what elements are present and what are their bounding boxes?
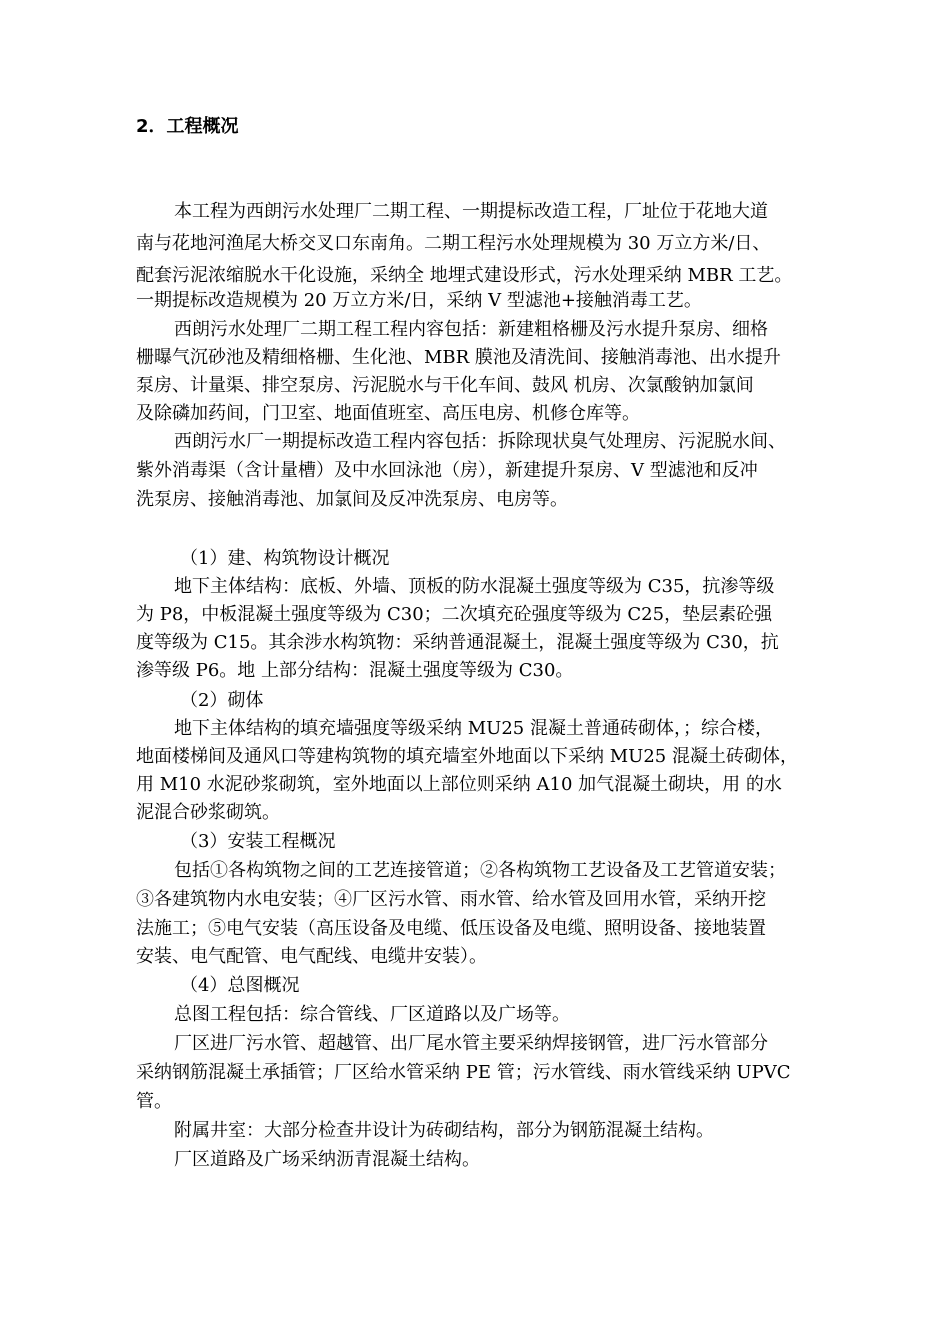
sub3-line: 包括①各构筑物之间的工艺连接管道；②各构筑物工艺设备及工艺管道安装；: [174, 860, 786, 881]
subsection-heading: （3）安装工程概况: [180, 831, 336, 852]
phase1-line: 洗泵房、接触消毒池、加氯间及反冲洗泵房、电房等。: [136, 489, 568, 510]
sub4-line: 管。: [136, 1091, 172, 1112]
sub4-line: 厂区道路及广场采纳沥青混凝土结构。: [174, 1149, 480, 1170]
phase2-line: 西朗污水处理厂二期工程工程内容包括：新建粗格栅及污水提升泵房、细格: [174, 319, 768, 340]
sub2-line: 地下主体结构的填充墙强度等级采纳 MU25 混凝土普通砖砌体，；综合楼，: [174, 718, 773, 739]
phase2-line: 泵房、计量渠、排空泵房、污泥脱水与干化车间、鼓风 机房、次氯酸钠加氯间: [136, 375, 754, 396]
sub1-line: 为 P8，中板混凝土强度等级为 C30；二次填充砼强度等级为 C25，垫层素砼强: [136, 604, 773, 625]
sub4-line: 采纳钢筋混凝土承插管；厂区给水管采纳 PE 管；污水管线、雨水管线采纳 UPVC: [136, 1062, 791, 1083]
sub4-line: 附属井室：大部分检查井设计为砖砌结构，部分为钢筋混凝土结构。: [174, 1120, 714, 1141]
sub4-line: 总图工程包括：综合管线、厂区道路以及广场等。: [174, 1004, 570, 1025]
phase1-line: 紫外消毒渠（含计量槽）及中水回泳池（房），新建提升泵房、V 型滤池和反冲: [136, 460, 758, 481]
subsection-heading: （2）砌体: [180, 690, 264, 711]
subsection-heading: （1）建、构筑物设计概况: [180, 548, 390, 569]
phase2-line: 栅曝气沉砂池及精细格栅、生化池、MBR 膜池及清洗间、接触消毒池、出水提升: [136, 347, 781, 368]
phase2-line: 及除磷加药间，门卫室、地面值班室、高压电房、机修仓库等。: [136, 403, 640, 424]
section-title: 2．工程概况: [136, 116, 239, 137]
sub1-line: 地下主体结构：底板、外墙、顶板的防水混凝土强度等级为 C35，抗渗等级: [174, 576, 775, 597]
sub2-line: 用 M10 水泥砂浆砌筑，室外地面以上部位则采纳 A10 加气混凝土砌块，用 的水: [136, 774, 782, 795]
sub4-line: 厂区进厂污水管、超越管、出厂尾水管主要采纳焊接钢管，进厂污水管部分: [174, 1033, 768, 1054]
sub2-line: 泥混合砂浆砌筑。: [136, 802, 280, 823]
subsection-heading: （4）总图概况: [180, 975, 300, 996]
intro-line: 本工程为西朗污水处理厂二期工程、一期提标改造工程，厂址位于花地大道: [174, 201, 768, 222]
sub3-line: 安装、电气配管、电气配线、电缆井安装）。: [136, 946, 487, 967]
sub1-line: 度等级为 C15。其余涉水构筑物：采纳普通混凝土，混凝土强度等级为 C30，抗: [136, 632, 779, 653]
phase1-line: 西朗污水厂一期提标改造工程内容包括：拆除现状臭气处理房、污泥脱水间、: [174, 431, 786, 452]
sub3-line: ③各建筑物内水电安装；④厂区污水管、雨水管、给水管及回用水管，采纳开挖: [136, 889, 766, 910]
intro-line: 配套污泥浓缩脱水干化设施，采纳全 地埋式建设形式，污水处理采纳 MBR 工艺。: [136, 265, 793, 286]
sub1-line: 渗等级 P6。地 上部分结构：混凝土强度等级为 C30。: [136, 660, 574, 681]
sub3-line: 法施工；⑤电气安装（高压设备及电缆、低压设备及电缆、照明设备、接地装置: [136, 918, 766, 939]
sub2-line: 地面楼梯间及通风口等建构筑物的填充墙室外地面以下采纳 MU25 混凝土砖砌体，: [136, 746, 798, 767]
intro-line: 一期提标改造规模为 20 万立方米/日，采纳 V 型滤池+接触消毒工艺。: [136, 290, 702, 311]
intro-line: 南与花地河渔尾大桥交叉口东南角。二期工程污水处理规模为 30 万立方米/日、: [136, 233, 771, 254]
